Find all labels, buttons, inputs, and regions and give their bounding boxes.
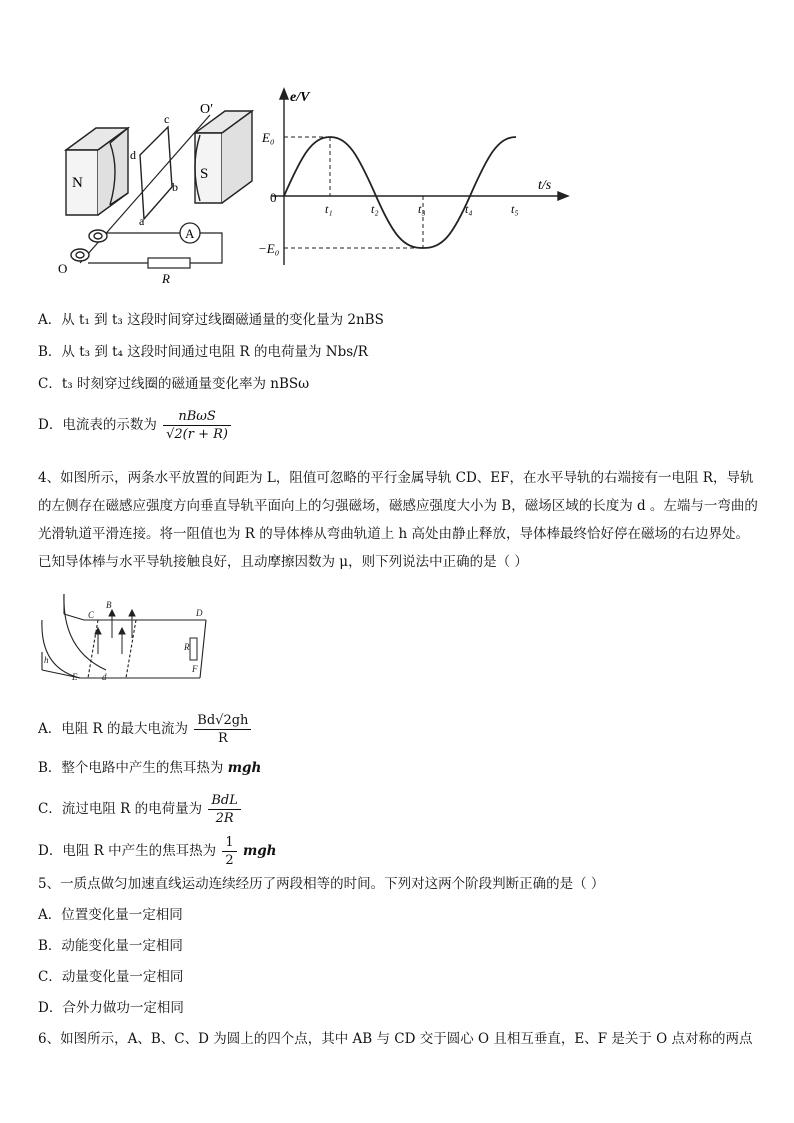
t4-label: t₄: [465, 202, 473, 216]
sine-curve: [284, 137, 516, 248]
label-O: O: [58, 261, 68, 276]
q3-option-a[interactable]: A．从 t₁ 到 t₃ 这段时间穿过线圈磁通量的变化量为 2nBS: [38, 312, 384, 328]
q3-option-c[interactable]: C．t₃ 时刻穿过线圈的磁通量变化率为 nBSω: [38, 376, 310, 392]
coil: [140, 127, 172, 219]
slip-rings: [71, 230, 107, 261]
rail-figure: [36, 590, 216, 682]
q4-option-c-prefix: C．流过电阻 R 的电荷量为: [38, 801, 203, 817]
rail-label-F: F: [192, 664, 198, 674]
q4-option-c[interactable]: [38, 792, 243, 827]
q5-option-c[interactable]: C．动量变化量一定相同: [38, 969, 184, 985]
n-magnet: [66, 128, 128, 215]
label-d: d: [130, 148, 136, 162]
label-O-prime: O′: [200, 102, 214, 117]
label-S: S: [200, 166, 209, 182]
rail-label-E: E: [72, 672, 78, 682]
q4-stem: 4、如图所示，两条水平放置的间距为 L，阻值可忽略的平行金属导轨 CD、EF，在水平导轨的右端接有一电阻 R，导轨的左侧存在磁感应强度方向垂直导轨平面向上的匀强磁场，磁感应强度大小为 B，磁场区域的长度为 d 。左端与一弯曲的光滑轨道平滑连接。将一阻值也为 R 的导体棒从弯曲轨道上 h 高处由静止释放，导体棒最终恰好停在磁场的右边界处。已知导体棒与水平导轨接触良好，且动摩擦因数为 μ，则下列说法中正确的是（ ）: [38, 470, 758, 570]
label-b: b: [172, 180, 178, 194]
t3-label: t₃: [418, 202, 426, 216]
rail-label-R: R: [184, 642, 190, 652]
q4-option-d-prefix: D．电阻 R 中产生的焦耳热为: [38, 843, 217, 859]
q5-option-b[interactable]: B．动能变化量一定相同: [38, 938, 183, 954]
q4-option-a[interactable]: [38, 712, 253, 747]
q4-option-b[interactable]: [38, 758, 261, 778]
q4-option-d[interactable]: [38, 834, 277, 869]
s-magnet: [195, 111, 252, 203]
q3-option-d[interactable]: [38, 408, 233, 443]
q5-option-d[interactable]: D．合外力做功一定相同: [38, 1000, 184, 1016]
q4-option-a-fraction: $\frac{Bd√2gh}{R}$: [194, 712, 251, 747]
y-axis-label: e/V: [290, 90, 310, 105]
rail-label-h: h: [44, 655, 49, 665]
rail-label-D: D: [196, 608, 203, 618]
q3-option-d-prefix: D．电流表的示数为: [38, 417, 157, 433]
origin-label: 0: [270, 190, 277, 205]
emf-time-graph: [258, 85, 577, 275]
t1-label: t₁: [325, 202, 333, 216]
y-max-label: E₀: [262, 130, 275, 145]
x-axis-label: t/s: [538, 178, 552, 193]
y-axis-arrow: [280, 89, 288, 99]
q4-option-c-fraction: $\frac{\text{BdL}}{2R}$: [208, 792, 241, 827]
q5-stem: 5、一质点做匀加速直线运动连续经历了两段相等的时间。下列对这两个阶段判断正确的是（ ）: [38, 876, 605, 892]
q3-option-b[interactable]: B．从 t₃ 到 t₄ 这段时间通过电阻 R 的电荷量为 Nbs/R: [38, 344, 368, 360]
ammeter-label: A: [185, 226, 195, 241]
rail-resistor: [190, 638, 197, 660]
rail-label-d: d: [102, 672, 107, 682]
resistor-R: [148, 258, 190, 268]
q3-option-d-fraction: $\frac{\text{nBωS}}{√2(r + R)}$: [163, 408, 231, 443]
rail-label-C: C: [88, 610, 95, 620]
label-N: N: [72, 175, 83, 191]
q5-option-a[interactable]: A．位置变化量一定相同: [38, 907, 183, 923]
q6-stem: 6、如图所示，A、B、C、D 为圆上的四个点，其中 AB 与 CD 交于圆心 O 且相互垂直，E、F 是关于 O 点对称的两点: [38, 1031, 753, 1047]
rail-label-B: B: [106, 600, 112, 610]
label-R: R: [162, 271, 170, 286]
generator-figure: [50, 95, 270, 290]
t5-label: t₅: [511, 202, 519, 216]
y-min-label: −E₀: [258, 241, 280, 256]
label-a: a: [139, 214, 145, 228]
t2-label: t₂: [371, 202, 379, 216]
q4-option-d-fraction: $\frac{1}{2}$: [222, 834, 236, 869]
ammeter: [180, 223, 200, 243]
q4-option-a-prefix: A．电阻 R 的最大电流为: [38, 721, 188, 737]
q4-option-b-formula: mgh: [227, 760, 262, 776]
label-c: c: [164, 112, 170, 126]
x-axis-arrow: [558, 192, 568, 200]
q4-option-b-text: B．整个电路中产生的焦耳热为: [38, 760, 224, 776]
q4-option-d-formula: mgh: [242, 843, 277, 859]
